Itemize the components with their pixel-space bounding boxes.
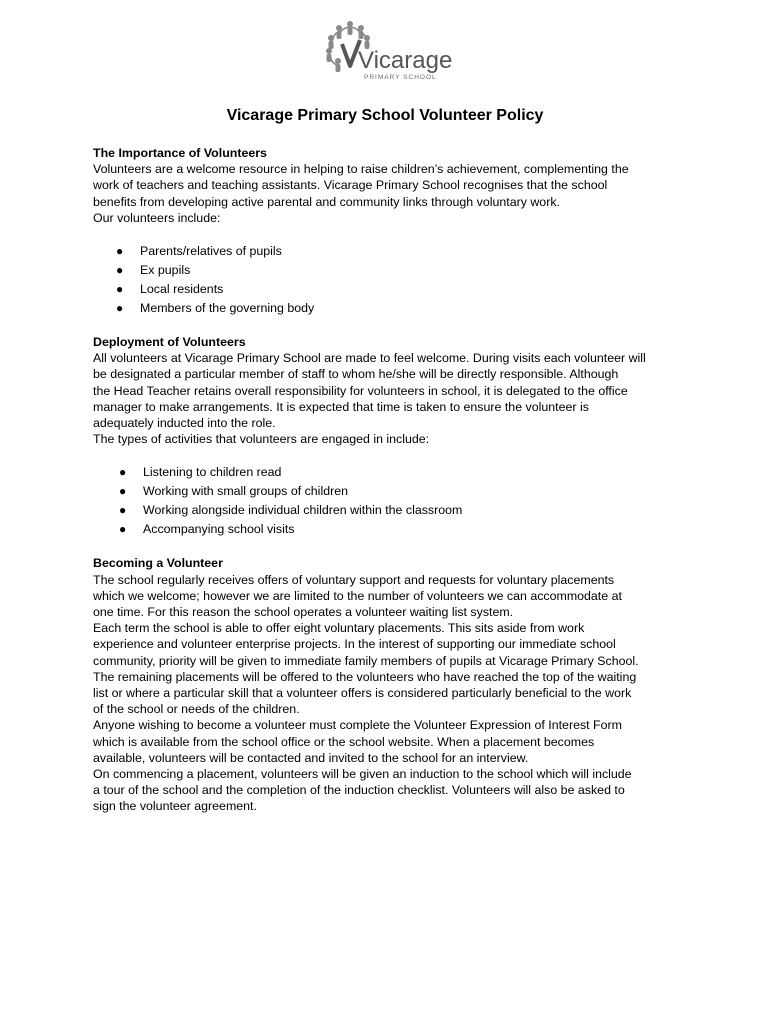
paragraph-line: be designated a particular member of staff to whom he/she will be directly responsible. Although bbox=[93, 367, 619, 382]
paragraph-line: sign the volunteer agreement. bbox=[93, 799, 257, 814]
list-item: ● Working alongside individual children within the classroom bbox=[93, 501, 683, 520]
list-item: ● Members of the governing body bbox=[93, 299, 683, 318]
list-item: ● Listening to children read bbox=[93, 463, 683, 482]
list-item: ● Working with small groups of children bbox=[93, 482, 683, 501]
paragraph-line: one time. For this reason the school operates a volunteer waiting list system. bbox=[93, 605, 514, 620]
section-heading-deployment: Deployment of Volunteers bbox=[93, 335, 246, 350]
volunteers-list bbox=[93, 242, 683, 318]
paragraph-line: experience and volunteer enterprise projects. In the interest of supporting our immediate school bbox=[93, 637, 616, 652]
paragraph-line: The remaining placements will be offered to the volunteers who have reached the top of the waiting bbox=[93, 669, 637, 684]
paragraph-line: adequately inducted into the role. bbox=[93, 416, 276, 431]
paragraph-line: the Head Teacher retains overall responsibility for volunteers in school, it is delegated to the office bbox=[93, 383, 628, 398]
bullet-icon: ● bbox=[116, 263, 124, 278]
paragraph-line: The types of activities that volunteers are engaged in include: bbox=[93, 432, 430, 447]
list-item: ● Accompanying school visits bbox=[93, 520, 683, 539]
list-item: ● Ex pupils bbox=[93, 261, 683, 280]
paragraph-line: benefits from developing active parental and community links through voluntary work. bbox=[93, 194, 560, 209]
list-item: ● Local residents bbox=[93, 280, 683, 299]
paragraph-line: The school regularly receives offers of voluntary support and requests for voluntary placements bbox=[93, 572, 615, 587]
paragraph-line: Volunteers are a welcome resource in helping to raise children’s achievement, complementing the bbox=[93, 162, 629, 177]
activities-list bbox=[93, 463, 683, 539]
paragraph-line: which is available from the school office or the school website. When a placement becomes bbox=[93, 734, 595, 749]
paragraph-line: Anyone wishing to become a volunteer must complete the Volunteer Expression of Interest Form bbox=[93, 718, 622, 733]
paragraph-line: list or where a particular skill that a volunteer offers is considered particularly beneficial to the work bbox=[93, 686, 632, 701]
bullet-icon: ● bbox=[119, 484, 127, 499]
paragraph-line: a tour of the school and the completion of the induction checklist. Volunteers will also be asked to bbox=[93, 783, 625, 798]
bullet-icon: ● bbox=[116, 244, 124, 259]
page-title: Vicarage Primary School Volunteer Policy bbox=[226, 107, 544, 124]
paragraph-line: work of teachers and teaching assistants. Vicarage Primary School recognises that the school bbox=[93, 178, 608, 193]
section-heading-becoming: Becoming a Volunteer bbox=[93, 556, 223, 571]
paragraph-line: manager to make arrangements. It is expected that time is taken to ensure the volunteer is bbox=[93, 399, 589, 414]
bullet-icon: ● bbox=[119, 522, 127, 537]
school-logo bbox=[320, 18, 455, 84]
bullet-icon: ● bbox=[116, 301, 124, 316]
paragraph-line: available, volunteers will be contacted and invited to the school for an interview. bbox=[93, 750, 529, 765]
bullet-icon: ● bbox=[119, 503, 127, 518]
paragraph-line: which we welcome; however we are limited to the number of volunteers we can accommodate at bbox=[93, 588, 622, 603]
paragraph-line: On commencing a placement, volunteers will be given an induction to the school which will include bbox=[93, 767, 632, 782]
paragraph-line: Our volunteers include: bbox=[93, 210, 221, 225]
paragraph-line: community, priority will be given to immediate family members of pupils at Vicarage Primary School. bbox=[93, 653, 639, 668]
paragraph-line: All volunteers at Vicarage Primary School are made to feel welcome. During visits each volunteer will bbox=[93, 351, 646, 366]
logo-name: Vicarage bbox=[358, 47, 453, 74]
document-body bbox=[93, 145, 683, 815]
bullet-icon: ● bbox=[116, 282, 124, 297]
paragraph-line: Each term the school is able to offer eight voluntary placements. This sits aside from work bbox=[93, 621, 585, 636]
bullet-icon: ● bbox=[119, 465, 127, 480]
logo-subtitle: PRIMARY SCHOOL bbox=[364, 74, 437, 81]
section-heading-importance: The Importance of Volunteers bbox=[93, 146, 267, 160]
paragraph-line: of the school or needs of the children. bbox=[93, 702, 300, 717]
list-item: ● Parents/relatives of pupils bbox=[93, 242, 683, 261]
